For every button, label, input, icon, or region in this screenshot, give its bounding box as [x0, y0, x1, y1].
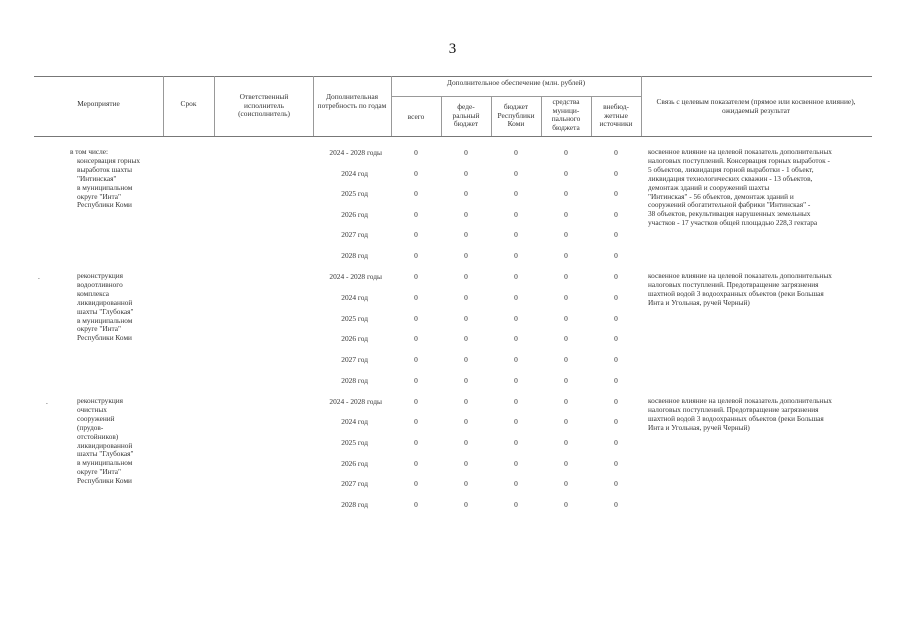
value-republic: 0	[514, 169, 518, 178]
value-total: 0	[414, 314, 418, 323]
year-label: 2026 год	[341, 459, 368, 468]
activity-text: реконструкция водоотливного комплекса ликвидированной шахты "Глубокая" в муниципальном округе "Инта" Республики Коми	[77, 271, 134, 343]
value-total: 0	[414, 251, 418, 260]
value-federal: 0	[464, 148, 468, 157]
table-top-border	[34, 76, 872, 77]
value-total: 0	[414, 355, 418, 364]
year-label: 2027 год	[341, 355, 368, 364]
value-offbudget: 0	[614, 397, 618, 406]
year-label: 2024 год	[341, 293, 368, 302]
header-deadline: Срок	[180, 99, 197, 108]
activity-text: в том числе: консервация горных выработок шахты "Интинская" в муниципальном округе "Инта" Республики Коми	[70, 147, 141, 210]
value-republic: 0	[514, 459, 518, 468]
value-total: 0	[414, 230, 418, 239]
value-offbudget: 0	[614, 334, 618, 343]
value-offbudget: 0	[614, 314, 618, 323]
value-republic: 0	[514, 189, 518, 198]
value-offbudget: 0	[614, 148, 618, 157]
value-municipal: 0	[564, 148, 568, 157]
value-republic: 0	[514, 355, 518, 364]
value-offbudget: 0	[614, 210, 618, 219]
value-federal: 0	[464, 210, 468, 219]
value-total: 0	[414, 376, 418, 385]
value-federal: 0	[464, 459, 468, 468]
value-republic: 0	[514, 479, 518, 488]
header-need: Дополнительная потребность по годам	[317, 92, 387, 110]
header-total: всего	[407, 112, 425, 121]
value-total: 0	[414, 272, 418, 281]
value-total: 0	[414, 459, 418, 468]
value-federal: 0	[464, 251, 468, 260]
value-republic: 0	[514, 334, 518, 343]
value-republic: 0	[514, 272, 518, 281]
value-municipal: 0	[564, 334, 568, 343]
value-offbudget: 0	[614, 230, 618, 239]
value-republic: 0	[514, 293, 518, 302]
value-offbudget: 0	[614, 251, 618, 260]
value-municipal: 0	[564, 230, 568, 239]
value-municipal: 0	[564, 500, 568, 509]
value-municipal: 0	[564, 272, 568, 281]
value-federal: 0	[464, 397, 468, 406]
header-bottom-border	[34, 136, 872, 137]
col-divider-5	[441, 96, 442, 136]
value-offbudget: 0	[614, 293, 618, 302]
result-text: косвенное влияние на целевой показатель дополнительных налоговых поступлений. Предотвращение загрязнения шахтной водой 3 водоохранных объектов (реки Большая Инта и Угольная, ручей Черный)	[648, 271, 832, 307]
col-divider-3	[313, 76, 314, 136]
value-municipal: 0	[564, 210, 568, 219]
value-offbudget: 0	[614, 189, 618, 198]
value-republic: 0	[514, 397, 518, 406]
value-republic: 0	[514, 376, 518, 385]
value-total: 0	[414, 334, 418, 343]
year-label: 2025 год	[341, 438, 368, 447]
col-divider-7	[541, 96, 542, 136]
year-label: 2024 - 2028 годы	[329, 272, 382, 281]
header-link: Связь с целевым показателем (прямое или косвенное влияние), ожидаемый результат	[656, 97, 856, 115]
activity-text: реконструкция очистных сооружений (прудов- отстойников) ликвидированной шахты "Глубокая" в муниципальном округе "Инта" Республики Коми	[77, 396, 134, 486]
year-label: 2024 - 2028 годы	[329, 148, 382, 157]
value-municipal: 0	[564, 189, 568, 198]
value-republic: 0	[514, 230, 518, 239]
value-municipal: 0	[564, 479, 568, 488]
value-federal: 0	[464, 230, 468, 239]
value-municipal: 0	[564, 376, 568, 385]
value-municipal: 0	[564, 438, 568, 447]
header-executor: Ответственный исполнитель (соисполнитель)	[238, 92, 290, 119]
value-total: 0	[414, 169, 418, 178]
col-divider-9	[641, 76, 642, 136]
col-divider-4	[391, 76, 392, 136]
header-republic: бюджет Республики Коми	[497, 102, 535, 129]
value-total: 0	[414, 293, 418, 302]
value-republic: 0	[514, 148, 518, 157]
value-offbudget: 0	[614, 272, 618, 281]
value-republic: 0	[514, 251, 518, 260]
year-label: 2027 год	[341, 479, 368, 488]
col-divider-6	[491, 96, 492, 136]
header-funding-group: Дополнительное обеспечение (млн. рублей)	[446, 78, 586, 87]
value-federal: 0	[464, 438, 468, 447]
col-divider-8	[591, 96, 592, 136]
value-municipal: 0	[564, 169, 568, 178]
block-marker: .	[38, 272, 40, 281]
value-republic: 0	[514, 500, 518, 509]
year-label: 2025 год	[341, 189, 368, 198]
value-total: 0	[414, 438, 418, 447]
value-municipal: 0	[564, 314, 568, 323]
year-label: 2026 год	[341, 334, 368, 343]
value-total: 0	[414, 148, 418, 157]
value-offbudget: 0	[614, 417, 618, 426]
year-label: 2027 год	[341, 230, 368, 239]
value-offbudget: 0	[614, 376, 618, 385]
header-activity: Мероприятие	[77, 99, 120, 108]
year-label: 2028 год	[341, 500, 368, 509]
col-divider-2	[214, 76, 215, 136]
year-label: 2025 год	[341, 314, 368, 323]
value-total: 0	[414, 189, 418, 198]
value-municipal: 0	[564, 355, 568, 364]
value-federal: 0	[464, 314, 468, 323]
value-federal: 0	[464, 272, 468, 281]
value-republic: 0	[514, 438, 518, 447]
value-republic: 0	[514, 314, 518, 323]
value-republic: 0	[514, 210, 518, 219]
year-label: 2024 год	[341, 417, 368, 426]
value-offbudget: 0	[614, 438, 618, 447]
header-federal: феде- ральный бюджет	[452, 102, 480, 129]
value-municipal: 0	[564, 417, 568, 426]
value-total: 0	[414, 479, 418, 488]
value-federal: 0	[464, 293, 468, 302]
value-offbudget: 0	[614, 355, 618, 364]
value-offbudget: 0	[614, 459, 618, 468]
year-label: 2028 год	[341, 251, 368, 260]
page-number: 3	[448, 41, 457, 57]
value-total: 0	[414, 500, 418, 509]
value-total: 0	[414, 417, 418, 426]
header-offbudget: внебюд- жетные источники	[599, 102, 633, 129]
year-label: 2024 - 2028 годы	[329, 397, 382, 406]
value-municipal: 0	[564, 459, 568, 468]
value-federal: 0	[464, 376, 468, 385]
value-offbudget: 0	[614, 500, 618, 509]
year-label: 2026 год	[341, 210, 368, 219]
value-total: 0	[414, 210, 418, 219]
value-federal: 0	[464, 355, 468, 364]
value-total: 0	[414, 397, 418, 406]
value-offbudget: 0	[614, 479, 618, 488]
value-municipal: 0	[564, 293, 568, 302]
value-offbudget: 0	[614, 169, 618, 178]
value-federal: 0	[464, 189, 468, 198]
funding-group-divider	[391, 96, 641, 97]
year-label: 2024 год	[341, 169, 368, 178]
header-municipal: средства муници- пального бюджета	[551, 97, 581, 132]
value-federal: 0	[464, 417, 468, 426]
value-federal: 0	[464, 334, 468, 343]
value-municipal: 0	[564, 397, 568, 406]
value-federal: 0	[464, 169, 468, 178]
value-federal: 0	[464, 479, 468, 488]
value-municipal: 0	[564, 251, 568, 260]
result-text: косвенное влияние на целевой показатель дополнительных налоговых поступлений. Предотвращение загрязнения шахтной водой 3 водоохранных объектов (реки Большая Инта и Угольная, ручей Черный)	[648, 396, 832, 432]
value-federal: 0	[464, 500, 468, 509]
block-marker: .	[46, 397, 48, 406]
year-label: 2028 год	[341, 376, 368, 385]
value-republic: 0	[514, 417, 518, 426]
result-text: косвенное влияние на целевой показатель дополнительных налоговых поступлений. Консервация горных выработок - 5 объектов, ликвидация горной выработки - 1 объект, ликвидация технологических скважин - 13 объектов, демонтаж зданий и сооружений шахты "Интинская" - 56 объектов, демонтаж зданий и сооружений обогатительной фабрики "Интинская" - 38 объектов, рекультивация нарушенных земельных участков - 17 участков общей площадью 228,3 гектара	[648, 147, 832, 228]
